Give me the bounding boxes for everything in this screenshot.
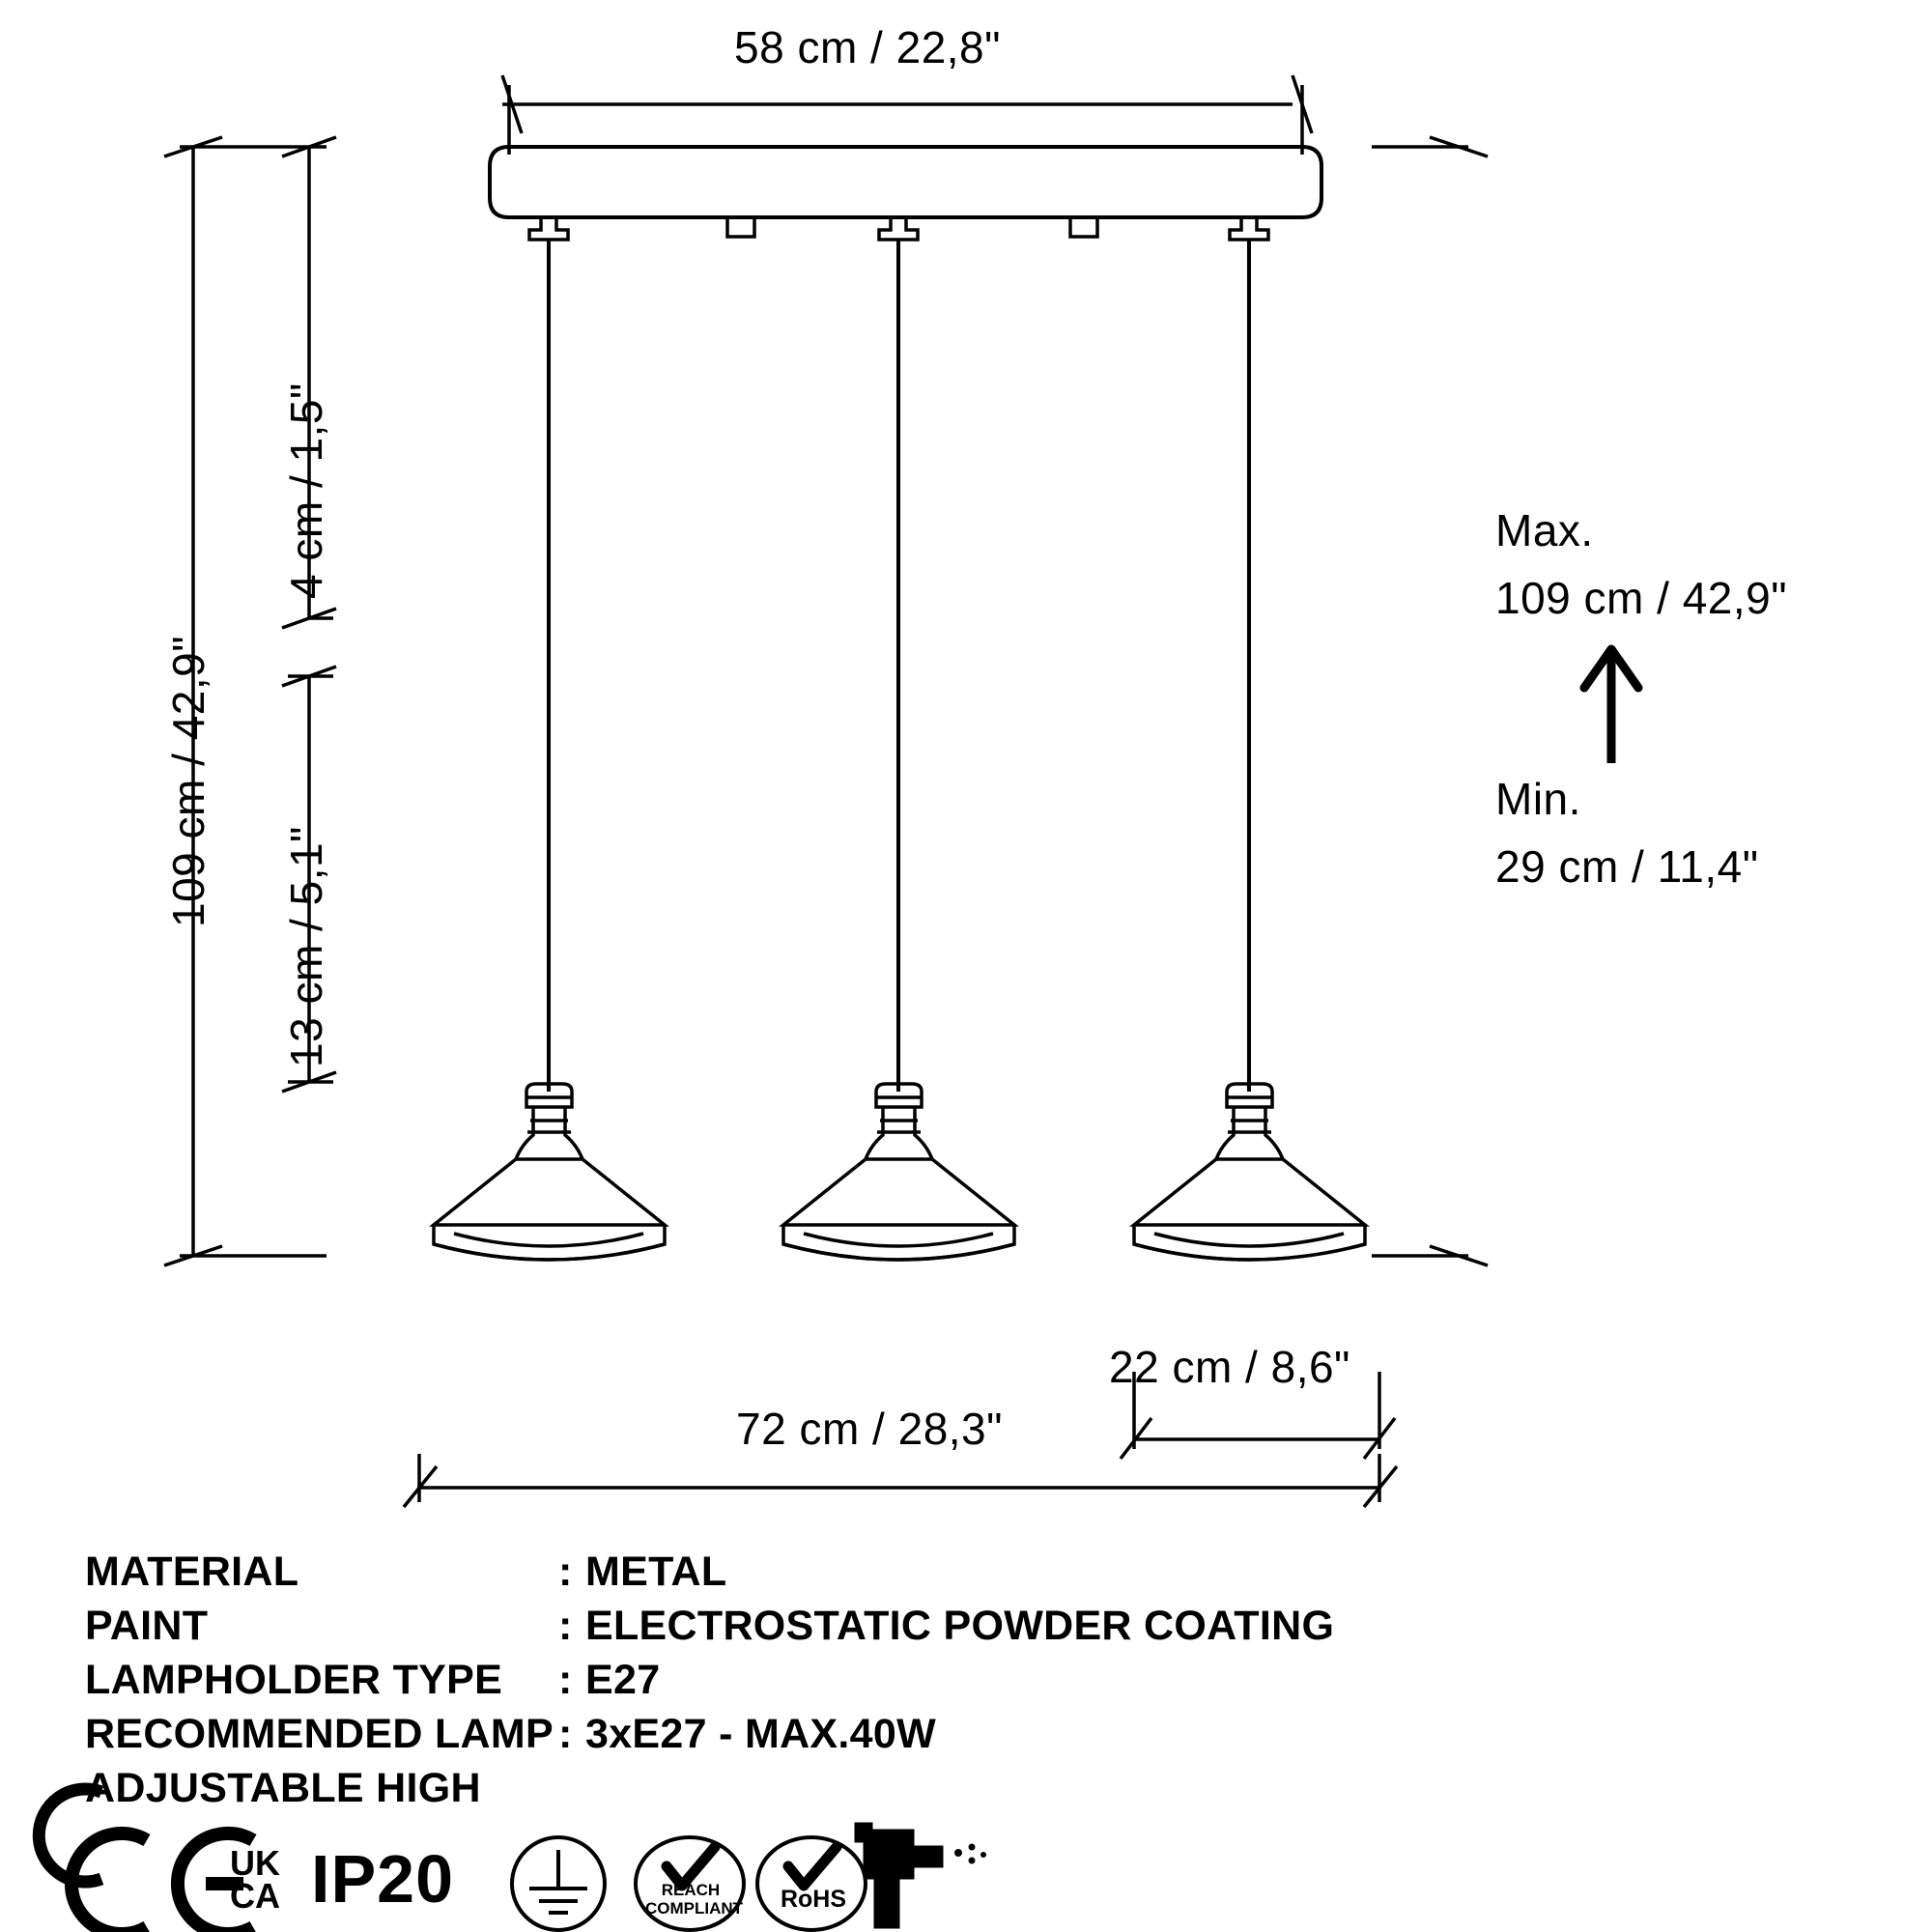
label-shade-height: 13 cm / 5,1" (281, 826, 331, 1067)
spec-colon (558, 1762, 585, 1816)
spec-colon: : (558, 1602, 573, 1649)
spec-colon: : (558, 1548, 573, 1595)
pendant-shade-right (1134, 1084, 1365, 1260)
ukca-line-1: UK (230, 1843, 280, 1883)
label-min-prefix: Min. (1495, 774, 1581, 824)
adjustable-range-arrow (1584, 649, 1638, 763)
spec-value: E27 (585, 1656, 661, 1703)
label-overall-width: 72 cm / 28,3" (736, 1404, 1003, 1454)
rohs-label: RoHS (780, 1886, 847, 1913)
ip-rating-label: IP20 (311, 1841, 454, 1917)
spec-value: ELECTROSTATIC POWDER COATING (585, 1602, 1335, 1649)
spec-row (85, 1708, 1334, 1762)
reach-label (645, 1881, 744, 1918)
spray-mist-icon (954, 1844, 986, 1864)
spec-key: LAMPHOLDER TYPE (85, 1656, 503, 1703)
dimension-top-width (502, 75, 1312, 155)
spec-colon: : (558, 1656, 573, 1703)
spec-key: ADJUSTABLE HIGH (85, 1764, 481, 1811)
label-max-value: 109 cm / 42,9" (1495, 573, 1788, 623)
spec-key: MATERIAL (85, 1548, 299, 1595)
suspension-cables (549, 240, 1249, 1092)
spec-row (85, 1654, 1334, 1708)
ukca-line-2: CA (230, 1876, 280, 1917)
spec-value: METAL (585, 1548, 727, 1595)
dimension-overall-width (404, 1454, 1397, 1507)
spec-row (85, 1762, 1334, 1816)
rohs-icon (757, 1837, 866, 1930)
spec-row (85, 1600, 1334, 1654)
label-top-width: 58 cm / 22,8" (734, 22, 1001, 72)
label-min-value: 29 cm / 11,4" (1495, 841, 1759, 892)
spec-key: RECOMMENDED LAMP (85, 1710, 554, 1757)
earth-ground-icon (512, 1837, 605, 1930)
spec-key: PAINT (85, 1602, 209, 1649)
powder-coating-spray-gun-icon (856, 1824, 942, 1927)
label-total-height: 109 cm / 42,9" (163, 635, 213, 927)
label-max-prefix: Max. (1495, 505, 1594, 555)
dimension-right-extents (1372, 137, 1488, 1265)
cable-mounts (529, 217, 1268, 240)
pendant-shade-left (434, 1084, 665, 1260)
spec-value: 3xE27 - MAX.40W (585, 1710, 936, 1757)
pendant-shade-center (783, 1084, 1014, 1260)
specification-table (85, 1546, 1334, 1815)
reach-label-line-2: COMPLIANT (645, 1898, 744, 1918)
reach-label-line-1: REACH (661, 1881, 721, 1899)
ceiling-canopy (490, 147, 1321, 217)
label-shade-diameter: 22 cm / 8,6" (1109, 1342, 1350, 1392)
spec-colon: : (558, 1710, 573, 1757)
spec-row (85, 1546, 1334, 1600)
ukca-mark (230, 1843, 280, 1917)
label-canopy-height: 4 cm / 1,5" (281, 383, 331, 599)
